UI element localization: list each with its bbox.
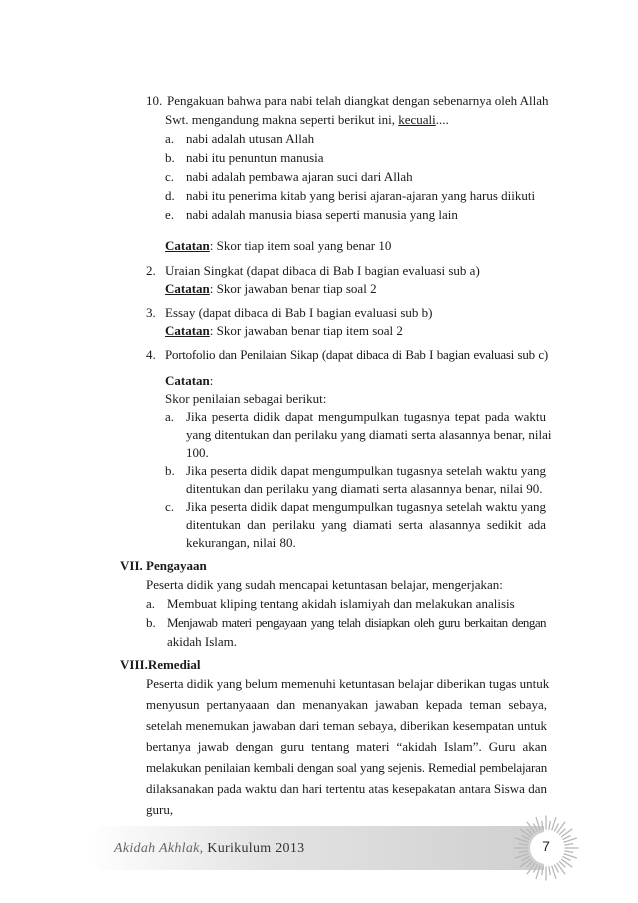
- badge-ray: [536, 866, 540, 878]
- item4-note: Catatan:: [165, 373, 214, 388]
- q10-question-line2: Swt. mengandung makna seperti berikut ini, kecuali....: [165, 112, 449, 127]
- item4-number: 4.: [146, 347, 156, 362]
- section8-line: menyusun pertanyaaan dan menanyakan jawaban kepada teman sebaya,: [146, 697, 547, 712]
- badge-ray: [534, 824, 538, 831]
- footer-book-title: Akidah Akhlak, Kurikulum 2013: [114, 841, 305, 856]
- badge-ray: [549, 821, 550, 829]
- item4-b-line1: Jika peserta didik dapat mengumpulkan tugasnya setelah waktu yang: [186, 463, 546, 478]
- item2-number: 2.: [146, 263, 156, 278]
- item2-text: Uraian Singkat (dapat dibaca di Bab I bagian evaluasi sub a): [165, 263, 480, 278]
- q10-option-letter: c.: [165, 169, 175, 184]
- q10-option-text: nabi itu penerima kitab yang berisi ajaran-ajaran yang harus diikuti: [186, 188, 536, 203]
- q10-option-letter: d.: [165, 188, 175, 203]
- section7-b-letter: b.: [146, 615, 156, 630]
- badge-ray: [559, 829, 565, 835]
- badge-ray: [563, 857, 570, 861]
- section8-line: setelah menemukan jawaban dari teman sebaya, diberikan kesempatan untuk: [146, 718, 547, 733]
- item4-a-line1: Jika peserta didik dapat mengumpulkan tugasnya tepat pada waktu: [186, 409, 546, 424]
- q10-option-letter: b.: [165, 150, 175, 165]
- item4-c-line3: kekurangan, nilai 80.: [186, 535, 296, 550]
- section8-line: melakukan penilaian kembali dengan soal yang sejenis. Remedial pembelajaran: [146, 760, 547, 775]
- item3-number: 3.: [146, 305, 156, 320]
- q10-option-letter: e.: [165, 207, 175, 222]
- badge-ray: [527, 829, 533, 835]
- badge-ray: [536, 818, 540, 830]
- item4-c-line2: ditentukan dan perilaku yang diamati serta alasannya sedikit ada: [186, 517, 546, 532]
- item2-note: Catatan: Skor jawaban benar tiap soal 2: [165, 281, 377, 296]
- item4-text: Portofolio dan Penilaian Sikap (dapat dibaca di Bab I bagian evaluasi sub c): [165, 347, 548, 362]
- section8-line: dilaksanakan pada waktu dan hari tertentu atas kesepakatan antara Siswa dan: [146, 781, 547, 796]
- item4-c-line1: Jika peserta didik dapat mengumpulkan tugasnya setelah waktu yang: [186, 499, 546, 514]
- item4-c-letter: c.: [165, 499, 175, 514]
- section7-intro: Peserta didik yang sudah mencapai ketuntasan belajar, mengerjakan:: [146, 577, 503, 592]
- item4-intro: Skor penilaian sebagai berikut:: [165, 391, 327, 406]
- note-label: Catatan: [165, 373, 210, 388]
- footer-curriculum: Kurikulum 2013: [207, 841, 305, 856]
- kecuali-emphasis: kecuali: [398, 112, 436, 127]
- item4-a-line3: 100.: [186, 445, 209, 460]
- note-label: Catatan: [165, 323, 210, 338]
- section7-b-line1: Menjawab materi pengayaan yang telah disiapkan oleh guru berkaitan dengan: [167, 615, 546, 630]
- q10-number: 10.: [146, 93, 163, 108]
- section8-last-line: guru,: [146, 802, 174, 817]
- note-label: Catatan: [165, 238, 210, 253]
- item4-b-letter: b.: [165, 463, 175, 478]
- q10-option-text: nabi adalah utusan Allah: [186, 131, 315, 146]
- item4-b-line2: ditentukan dan perilaku yang diamati serta alasannya benar, nilai 90.: [186, 481, 543, 496]
- badge-ray: [552, 818, 556, 830]
- item4-a-line2: yang ditentukan dan perilaku yang diamati serta alasannya benar, nilai: [186, 427, 552, 442]
- badge-ray: [555, 824, 559, 831]
- section8-line: Peserta didik yang belum memenuhi ketuntasan belajar diberikan tugas untuk: [146, 676, 550, 691]
- q10-option-letter: a.: [165, 131, 175, 146]
- q10-question-line1: Pengakuan bahwa para nabi telah diangkat dengan sebenarnya oleh Allah: [167, 93, 549, 108]
- item4-a-letter: a.: [165, 409, 175, 424]
- section7-a-letter: a.: [146, 596, 156, 611]
- badge-ray: [534, 865, 538, 872]
- q10-note: Catatan: Skor tiap item soal yang benar 10: [165, 238, 392, 253]
- page-number: 7: [542, 838, 550, 854]
- section7-a-text: Membuat kliping tentang akidah islamiyah dan melakukan analisis: [167, 596, 515, 611]
- badge-ray: [527, 861, 533, 867]
- badge-ray: [552, 866, 556, 878]
- badge-ray: [542, 821, 543, 829]
- section7-b-line2: akidah Islam.: [167, 634, 238, 649]
- badge-ray: [555, 865, 559, 872]
- badge-ray: [559, 861, 565, 867]
- q10-option-text: nabi adalah manusia biasa seperti manusia yang lain: [186, 207, 458, 222]
- badge-ray: [522, 857, 529, 861]
- item3-note: Catatan: Skor jawaban benar tiap item soal 2: [165, 323, 403, 338]
- item3-text: Essay (dapat dibaca di Bab I bagian evaluasi sub b): [165, 305, 433, 320]
- section7-heading: VII. Pengayaan: [120, 558, 207, 573]
- section8-line: bertanya jawab dengan guru tentang materi “akidah Islam”. Guru akan: [146, 739, 547, 754]
- badge-ray: [542, 867, 543, 875]
- note-label: Catatan: [165, 281, 210, 296]
- badge-ray: [549, 867, 550, 875]
- q10-option-text: nabi adalah pembawa ajaran suci dari Allah: [186, 169, 413, 184]
- section8-heading: VIII.Remedial: [120, 657, 201, 672]
- q10-option-text: nabi itu penuntun manusia: [186, 150, 324, 165]
